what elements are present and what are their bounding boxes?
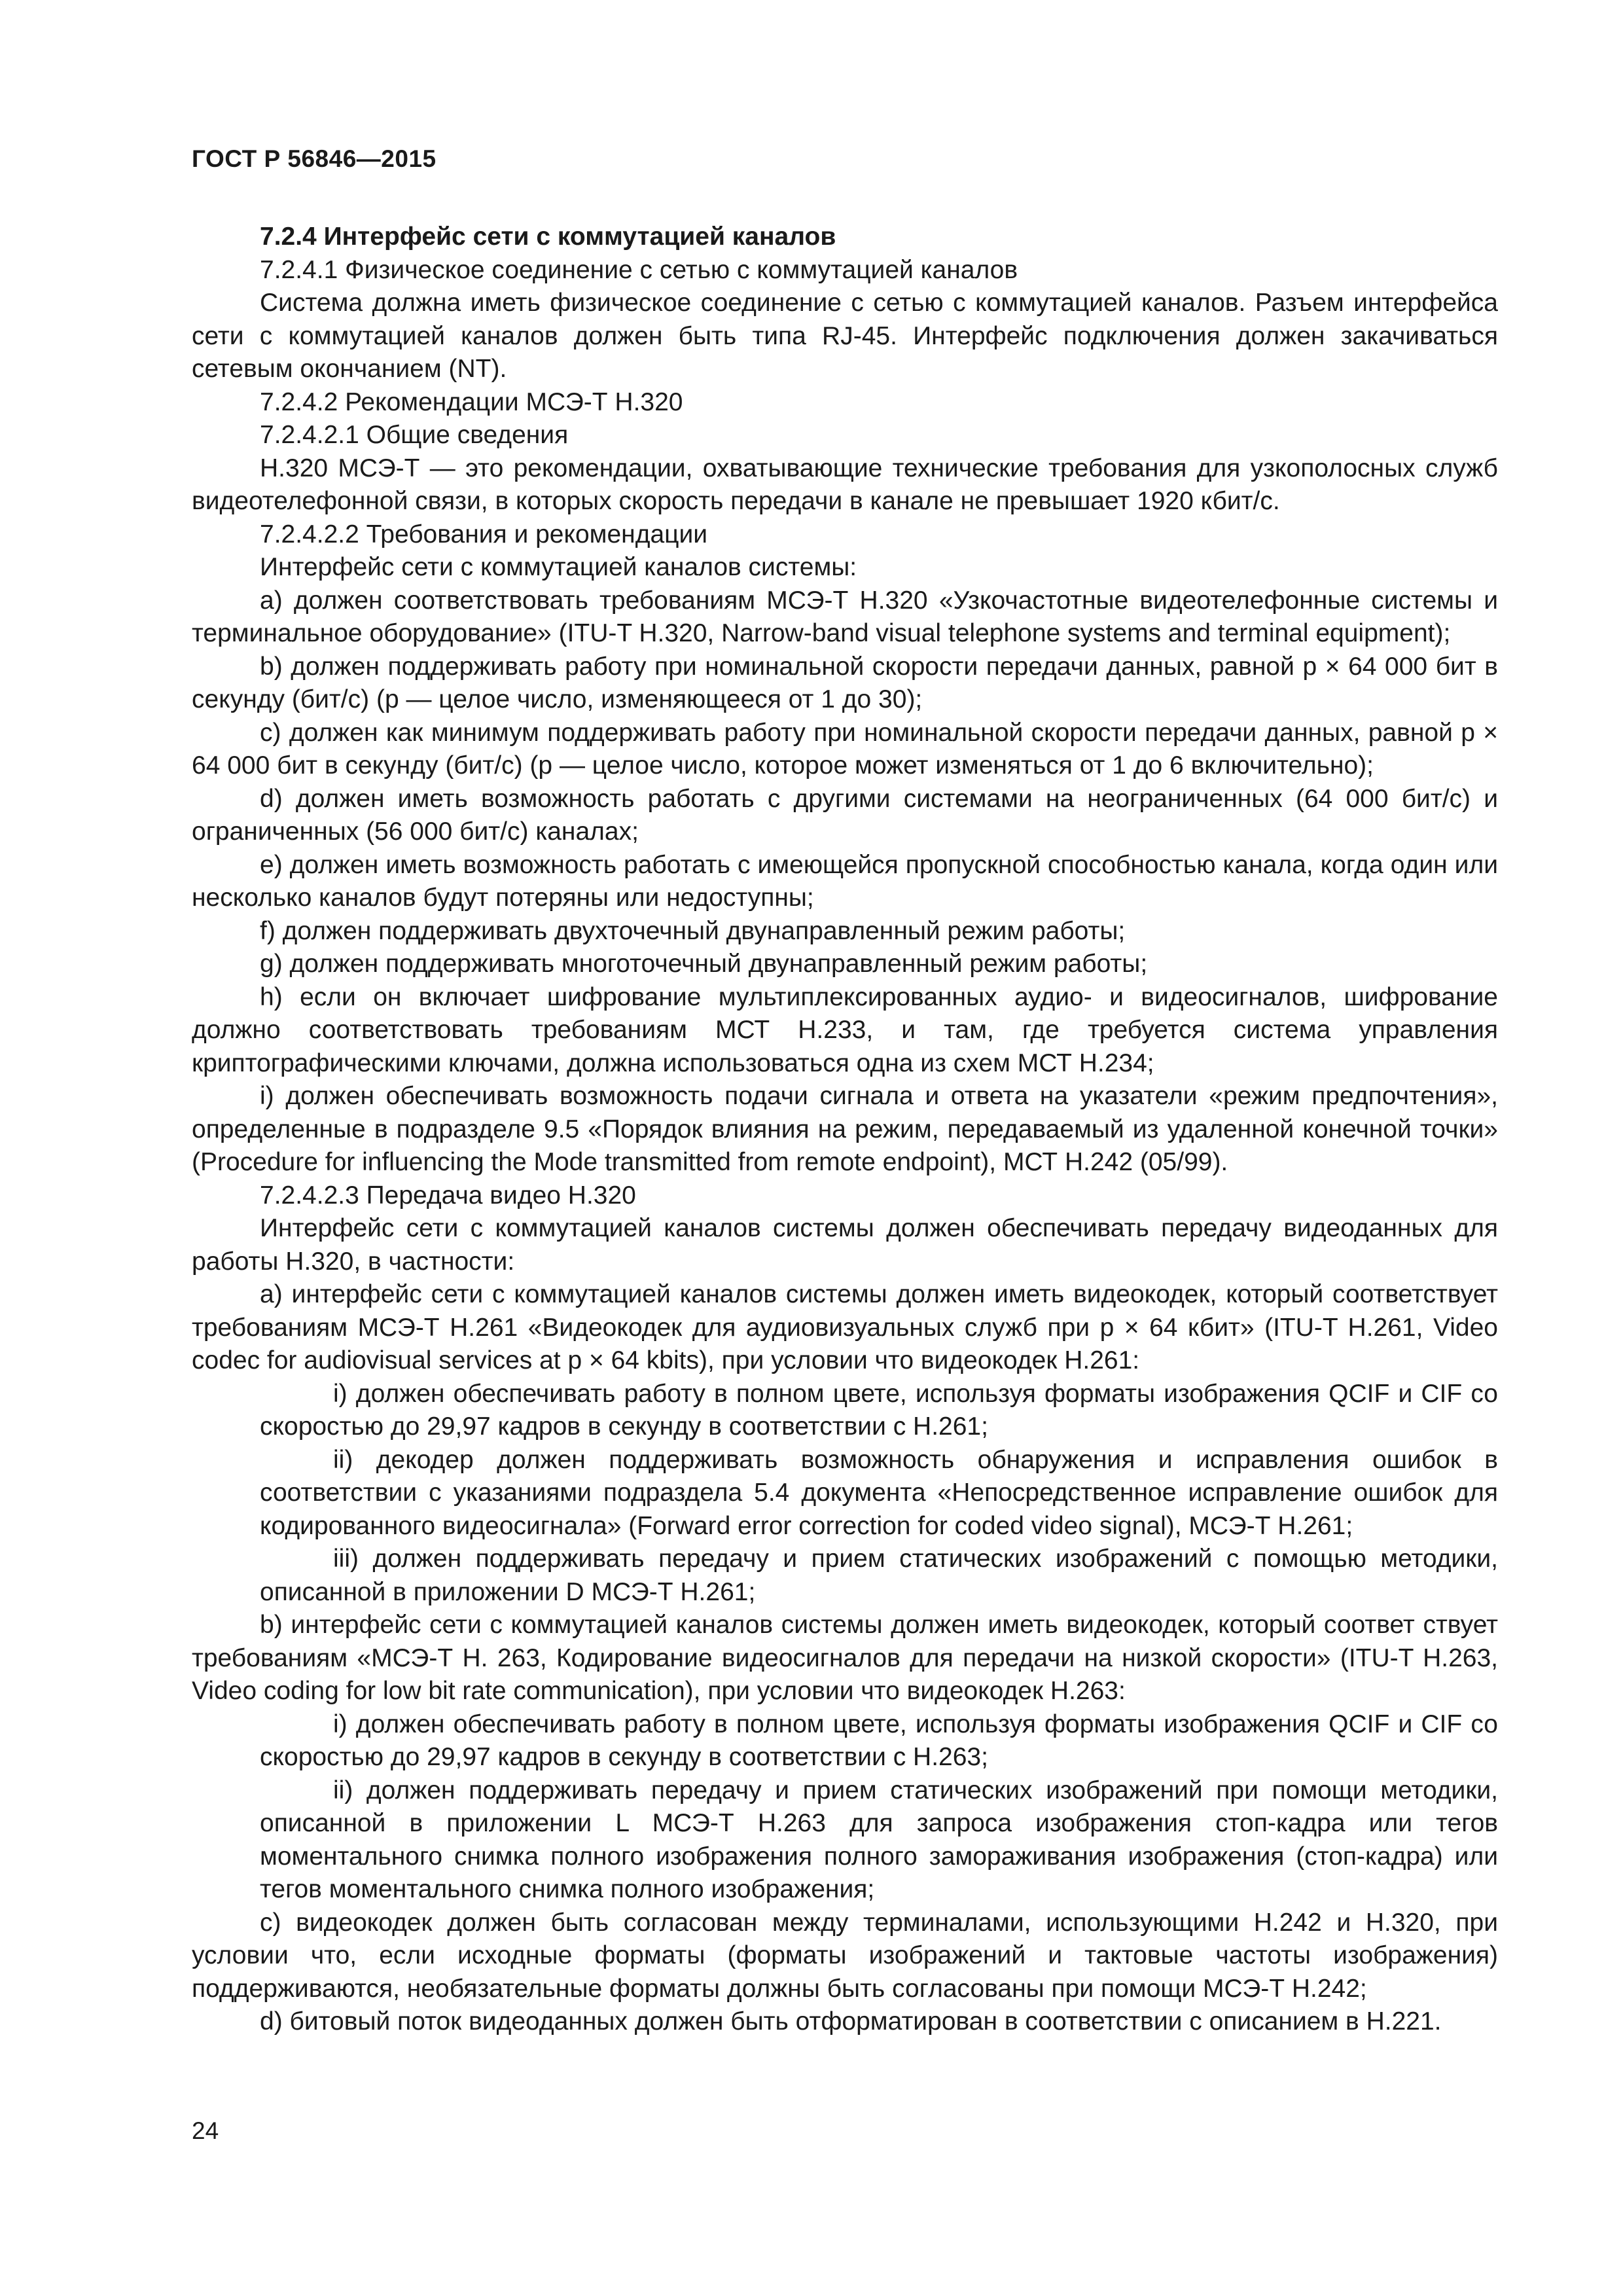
document-header: ГОСТ Р 56846—2015 xyxy=(192,145,437,172)
paragraph: Система должна иметь физическое соединение с сетью с коммутацией каналов. Разъем интерфейса сети с коммутацией каналов должен быть типа RJ-45. Интерфейс подключения должен закачиваться сетевым окончанием (NT). xyxy=(192,289,1498,383)
list-item: b) должен поддерживать работу при номинальной скорости передачи данных, равной p × 64 000 бит в секунду (бит/с) (p — целое число, изменяющееся от 1 до 30); xyxy=(192,652,1498,713)
list-item: а) должен соответствовать требованиям МСЭ-Т Н.320 «Узкочастотные видеотелефонные системы и терминальное оборудование» (ITU-T H.320, Narrow-band visual telephone systems and terminal equipment); xyxy=(192,586,1498,647)
subsection-heading: 7.2.4.2 Рекомендации МСЭ-Т Н.320 xyxy=(260,387,683,416)
list-item: d) битовый поток видеоданных должен быть отформатирован в соответствии с описанием в Н.221. xyxy=(260,2007,1442,2036)
subsection-heading: 7.2.4.1 Физическое соединение с сетью с коммутацией каналов xyxy=(260,255,1018,284)
list-item: c) видеокодек должен быть согласован между терминалами, использующими Н.242 и Н.320, при условии что, если исходные форматы (форматы изображений и тактовые частоты изображения) поддерживаются, необязательные форматы должны быть согласованы при помощи МСЭ-Т Н.242; xyxy=(192,1908,1498,2003)
list-item: b) интерфейс сети с коммутацией каналов системы должен иметь видеокодек, который соответ ствует требованиям «МСЭ-Т Н. 263, Кодирование видеосигналов для передачи на низкой скорости» (ITU-T H.263, Video coding for low bit rate communication), при условии что видеокодек Н.263: xyxy=(192,1611,1498,1705)
subsection-heading: 7.2.4.2.1 Общие сведения xyxy=(260,421,569,449)
paragraph: Интерфейс сети с коммутацией каналов системы: xyxy=(260,553,857,581)
list-item: f) должен поддерживать двухточечный двунаправленный режим работы; xyxy=(260,916,1126,945)
sub-list-item: ii) декодер должен поддерживать возможность обнаружения и исправления ошибок в соответствии с указаниями подраздела 5.4 документа «Непосредственное исправление ошибок для кодированного видеосигнала» (Forward error correction for coded video signal), МСЭ-Т Н.261; xyxy=(260,1445,1498,1540)
sub-list-item: iii) должен поддерживать передачу и прием статических изображений с помощью методики, описанной в приложении D МСЭ-Т Н.261; xyxy=(260,1545,1498,1606)
paragraph: Интерфейс сети с коммутацией каналов системы должен обеспечивать передачу видеоданных для работы Н.320, в частности: xyxy=(192,1214,1498,1276)
page-number: 24 xyxy=(192,2117,219,2144)
list-item: d) должен иметь возможность работать с другими системами на неограниченных (64 000 бит/с) и ограниченных (56 000 бит/с) каналах; xyxy=(192,784,1498,846)
subsection-heading: 7.2.4.2.3 Передача видео Н.320 xyxy=(260,1181,636,1210)
sub-list-item: ii) должен поддерживать передачу и прием статических изображений при помощи методики, описанной в приложении L МСЭ-Т Н.263 для запроса изображения стоп-кадра или тегов моментального снимка полного изображения полного замораживания изображения (стоп-кадра) или тегов моментального снимка полного изображения; xyxy=(260,1776,1498,1903)
paragraph: Н.320 МСЭ-Т — это рекомендации, охватывающие технические требования для узкополосных служб видеотелефонной связи, в которых скорость передачи в канале не превышает 1920 кбит/с. xyxy=(192,454,1498,515)
list-item: а) интерфейс сети с коммутацией каналов системы должен иметь видеокодек, который соответствует требованиям МСЭ-Т Н.261 «Видеокодек для аудиовизуальных служб при p × 64 кбит» (ITU-T H.261, Video codec for audiovisual services at p × 64 kbits), при условии что видеокодек Н.261: xyxy=(192,1280,1498,1374)
section-heading: 7.2.4 Интерфейс сети с коммутацией каналов xyxy=(260,223,836,251)
document-body xyxy=(192,221,1498,2039)
list-item: h) если он включает шифрование мультиплексированных аудио- и видеосигналов, шифрование должно соответствовать требованиям МСТ Н.233, и там, где требуется система управления криптографическими ключами, должна использоваться одна из схем МСТ Н.234; xyxy=(192,982,1498,1077)
list-item: g) должен поддерживать многоточечный двунаправленный режим работы; xyxy=(260,950,1148,978)
sub-list-item: i) должен обеспечивать работу в полном цвете, используя форматы изображения QCIF и CIF со скоростью до 29,97 кадров в секунду в соответствии с Н.263; xyxy=(260,1710,1498,1771)
list-item: i) должен обеспечивать возможность подачи сигнала и ответа на указатели «режим предпочтения», определенные в подразделе 9.5 «Порядок влияния на режим, передаваемый из удаленной конечной точки» (Procedure for influencing the Mode transmitted from remote endpoint), МСТ Н.242 (05/99). xyxy=(192,1082,1498,1176)
list-item: c) должен как минимум поддерживать работу при номинальной скорости передачи данных, равной p × 64 000 бит в секунду (бит/с) (p — целое число, которое может изменяться от 1 до 6 включительно); xyxy=(192,718,1498,780)
list-item: e) должен иметь возможность работать с имеющейся пропускной способностью канала, когда один или несколько каналов будут потеряны или недоступны; xyxy=(192,850,1498,912)
subsection-heading: 7.2.4.2.2 Требования и рекомендации xyxy=(260,520,708,548)
sub-list-item: i) должен обеспечивать работу в полном цвете, используя форматы изображения QCIF и CIF со скоростью до 29,97 кадров в секунду в соответствии с Н.261; xyxy=(260,1379,1498,1441)
